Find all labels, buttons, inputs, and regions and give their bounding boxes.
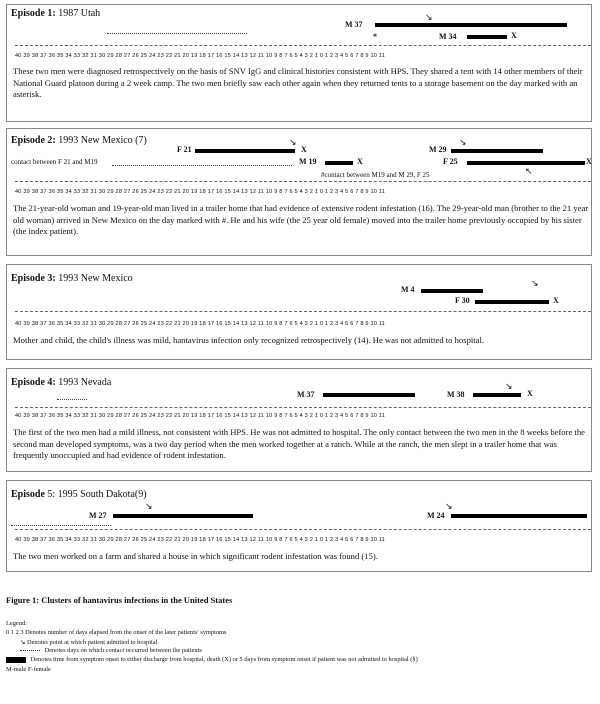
legend-item-duration [6,656,418,663]
episode-4-contact-dots [57,399,87,400]
episode-2-title: Episode 2: 1993 New Mexico (7) [11,135,147,146]
episode-3-x-mark: X [553,296,559,305]
episode-1-contact-dots [107,33,247,34]
episode-2-admit-arrow-icon-1: ↘ [289,137,297,147]
episode-2-bar-m29 [451,149,543,153]
episode-5-panel [6,480,592,572]
episode-2-label-f25: F 25 [443,157,458,166]
episode-4-label-m38: M 38 [447,390,465,399]
episode-5-label-m27: M 27 [89,511,107,520]
episode-2-bar-m19 [325,161,353,165]
episode-2-contact-dots-1 [112,165,292,166]
episode-1-bar-m34 [467,35,507,39]
episode-5-bar-m27 [113,514,253,518]
episode-3-panel [6,264,592,360]
episode-4-axis-ticks: 40 39 38 37 36 35 34 33 32 31 30 29 28 27 26 25 24 23 22 21 20 19 18 17 16 15 14 13 12 11 10 9 8 7 6 5 4 3 2 1 0 1 2 3 4 5 6 7 8 9 10 11 [15,413,386,419]
episode-4-title: Episode 4: 1993 Nevada [11,377,112,388]
figure-title: Figure 1: Clusters of hantavirus infections in the United States [6,595,233,605]
episode-2-axis-line [15,181,591,182]
episode-2-bar-f25 [467,161,585,165]
episode-4-description: The first of the two men had a mild illness, not consistent with HPS. He was not admitted to hospital. The only contact between the two men in the 8 weeks before the second man developed symptoms, was a two day period when the men worked together at a ranch. While at the ranch, the men slept in a trailer home that was frequently unoccupied and had evidence of rodent infestation. [13,427,585,460]
episode-1-x-mark: X [511,31,517,40]
episode-2-label-m29: M 29 [429,145,447,154]
episode-2-admit-arrow-icon-2: ↘ [459,137,467,147]
episode-5-bar-m24 [451,514,587,518]
episode-3-description: Mother and child, the child's illness was mild, hantavirus infection only recognized retrospectively (14). He was not admitted to hospital. [13,335,484,345]
episode-3-bar-m4 [421,289,483,293]
episode-2-axis-ticks: 40 39 38 37 36 35 34 33 32 31 30 29 28 27 26 25 24 23 22 21 20 19 18 17 16 15 14 13 12 11 10 9 8 7 6 5 4 3 2 1 0 1 2 3 4 5 6 7 8 9 10 11 [15,189,386,195]
episode-3-label-f30: F 30 [455,296,470,305]
episode-4-axis-line [15,407,591,408]
episode-4-bar-m38 [473,393,521,397]
episode-5-axis-line [15,529,591,530]
legend-heading: Legend: [6,620,27,627]
episode-2-description: The 21-year-old woman and 19-year-old man lived in a trailer home that had evidence of extensive rodent infestation (16). The 29-year-old man (brother to the 21 year old woman) arrived in New Mexico on the day marked with #. He and his wife (the 25 year old female) moved into the trailer home previously occupied by his sister (the index patient). [13,203,589,236]
legend-item-admitted [20,638,157,646]
legend-days-text: 0 1 2 3 Denotes number of days elapsed from the onset of the later patients' symptoms [6,629,227,636]
episode-1-asterisk-mark: * [373,32,377,41]
legend-duration-text: Denotes time from symptom onset to either discharge from hospital, death (X) or 5 days from symptom onset if patient was not admitted to hospital (§) [30,656,418,663]
episode-1-panel [6,4,592,122]
legend-admitted-text: Denotes point at which patient admitted to hospital [26,639,158,646]
legend-item-contact [20,647,202,654]
episode-5-contact-dots [11,525,111,526]
episode-5-description: The two men worked on a farm and shared a house in which significant rodent infestation was found (15). [13,551,378,561]
episode-2-admit-arrow-icon-3: ↖ [525,166,533,176]
episode-5-title: Episode 5: 1995 South Dakota(9) [11,489,147,500]
episode-4-admit-arrow-icon: ↘ [505,381,513,391]
episode-2-panel [6,128,592,256]
episode-3-title: Episode 3: 1993 New Mexico [11,273,133,284]
legend-sex-key: M-male F-female [6,666,51,673]
episode-2-x-mark-2: X [357,157,363,166]
episode-5-axis-ticks: 40 39 38 37 36 35 34 33 32 31 30 29 28 27 26 25 24 23 22 21 20 19 18 17 16 15 14 13 12 11 10 9 8 7 6 5 4 3 2 1 0 1 2 3 4 5 6 7 8 9 10 11 [15,537,386,543]
dotted-line-icon [20,650,40,651]
episode-1-admit-arrow-icon: ↘ [425,12,433,22]
arrow-icon: ↘ [20,639,26,646]
episode-2-x-mark-1: X [301,145,307,154]
episode-5-label-m24: M 24 [427,511,445,520]
episode-4-panel [6,368,592,472]
episode-5-admit-arrow-icon-2: ↘ [445,501,453,511]
episode-2-label-m19: M 19 [299,157,317,166]
episode-1-axis-ticks: 40 39 38 37 36 35 34 33 32 31 30 29 28 27 26 25 24 23 22 21 20 19 18 17 16 15 14 13 12 11 10 9 8 7 6 5 4 3 2 1 0 1 2 3 4 5 6 7 8 9 10 11 [15,53,386,59]
episode-4-bar-m37 [323,393,415,397]
episode-1-description: These two men were diagnosed retrospectively on the basis of SNV IgG and clinical histories consistent with HPS. They shared a tent with 14 other members of their National Guard platoon during a 2 week camp. The two men briefly saw each other again when they returned tents to a storage basement on the day marked with an asterisk. [13,66,583,99]
episode-1-label-m37: M 37 [345,20,363,29]
episode-1-label-m34: M 34 [439,32,457,41]
episode-3-axis-line [15,311,591,312]
episode-3-bar-f30 [475,300,549,304]
bar-icon [6,657,26,663]
episode-1-bar-m37 [375,23,567,27]
episode-3-admit-arrow-icon: ↘ [531,278,539,288]
episode-5-admit-arrow-icon-1: ↘ [145,501,153,511]
episode-3-label-m4: M 4 [401,285,415,294]
episode-4-x-mark: X [527,389,533,398]
episode-1-title: Episode 1: 1987 Utah [11,8,101,19]
episode-2-contact-note-1: contact between F 21 and M19 [11,158,98,166]
episode-2-bar-f21 [195,149,295,153]
episode-2-label-f21: F 21 [177,145,192,154]
legend-contact-text: Denotes days on which contact occurred between the patients [44,647,202,654]
episode-2-contact-note-2: #contact between M19 and M 29, F 25 [321,171,430,179]
episode-3-axis-ticks: 40 39 38 37 36 35 34 33 32 31 30 29 28 27 26 25 24 23 22 21 20 19 18 17 16 15 14 13 12 11 10 9 8 7 6 5 4 3 2 1 0 1 2 3 4 5 6 7 8 9 10 11 [15,321,386,327]
episode-1-axis-line [15,45,591,46]
episode-4-label-m37: M 37 [297,390,315,399]
episode-2-x-mark-3: X [586,157,592,166]
legend-item-days [6,629,227,636]
